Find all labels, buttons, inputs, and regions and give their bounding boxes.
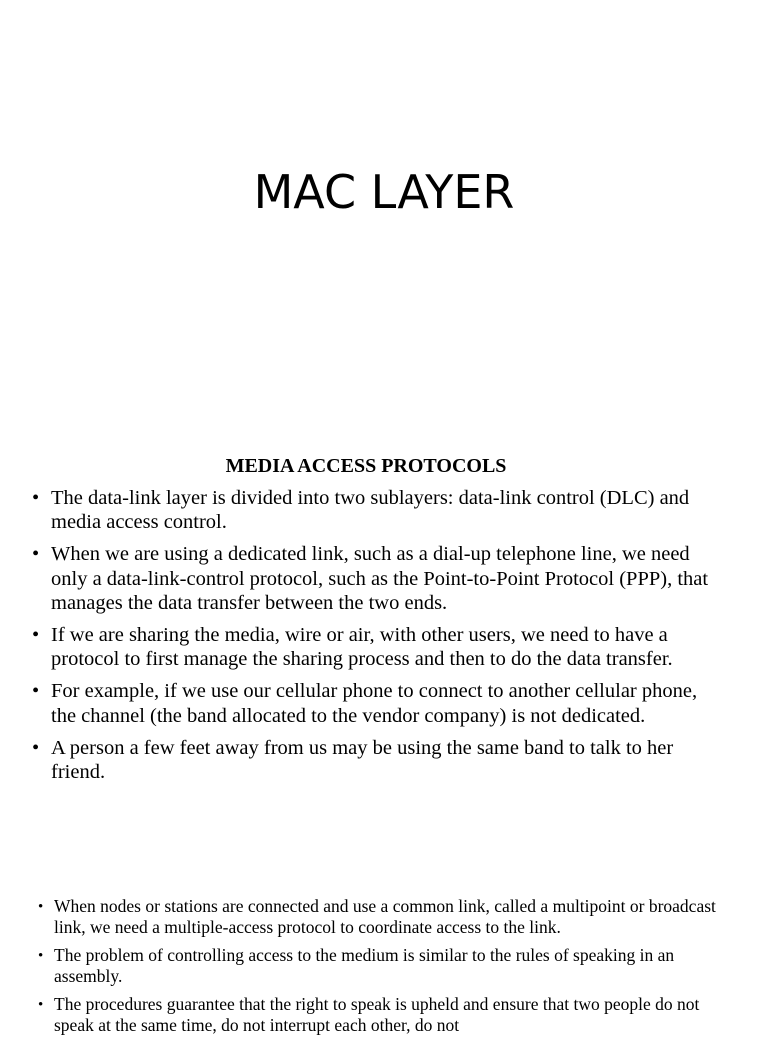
bullet-item <box>32 736 722 785</box>
bullet-dot-icon: • <box>38 997 44 1013</box>
bullet-text: If we are sharing the media, wire or air, with other users, we need to have a protocol to first manage the sharing process and then to do the data transfer. <box>51 624 673 671</box>
multiple-access-slide <box>0 875 768 1035</box>
bullet-dot-icon: • <box>32 736 40 759</box>
bullet-text: The problem of controlling access to the medium is similar to the rules of speaking in an assembly. <box>54 945 675 986</box>
bullet-dot-icon: • <box>32 624 40 647</box>
bullet-text: For example, if we use our cellular phone to connect to another cellular phone, the channel (the band allocated to the vendor company) is not dedicated. <box>51 680 698 727</box>
slide-title: MAC LAYER <box>253 165 515 219</box>
bullet-item <box>38 945 728 986</box>
bullet-dot-icon: • <box>32 487 40 509</box>
media-access-protocols-slide <box>0 430 768 875</box>
bullet-dot-icon: • <box>38 899 44 915</box>
bullet-text: The procedures guarantee that the right to speak is upheld and ensure that two people do not speak at the same time, do not interrupt each other, do not <box>54 994 700 1035</box>
bullet-list <box>38 896 728 1043</box>
bullet-text: The data-link layer is divided into two sublayers: data-link control (DLC) and media access control. <box>51 487 690 534</box>
bullet-dot-icon: • <box>32 680 40 703</box>
bullet-item <box>32 679 722 728</box>
bullet-text: When we are using a dedicated link, such as a dial-up telephone line, we need only a data-link-control protocol, such as the Point-to-Point Protocol (PPP), that manages the data transfer between the two ends. <box>51 543 709 615</box>
bullet-text: A person a few feet away from us may be using the same band to talk to her friend. <box>51 736 674 784</box>
slide-heading: MEDIA ACCESS PROTOCOLS <box>225 455 507 477</box>
bullet-item <box>32 486 722 535</box>
bullet-item <box>38 994 728 1035</box>
bullet-item <box>32 623 722 672</box>
bullet-item <box>32 542 722 615</box>
bullet-dot-icon: • <box>38 948 44 964</box>
bullet-dot-icon: • <box>32 543 40 566</box>
bullet-item <box>38 896 728 937</box>
bullet-list <box>32 486 722 792</box>
title-slide <box>0 0 768 430</box>
bullet-text: When nodes or stations are connected and use a common link, called a multipoint or broadcast link, we need a multiple-access protocol to coordinate access to the link. <box>54 896 716 937</box>
